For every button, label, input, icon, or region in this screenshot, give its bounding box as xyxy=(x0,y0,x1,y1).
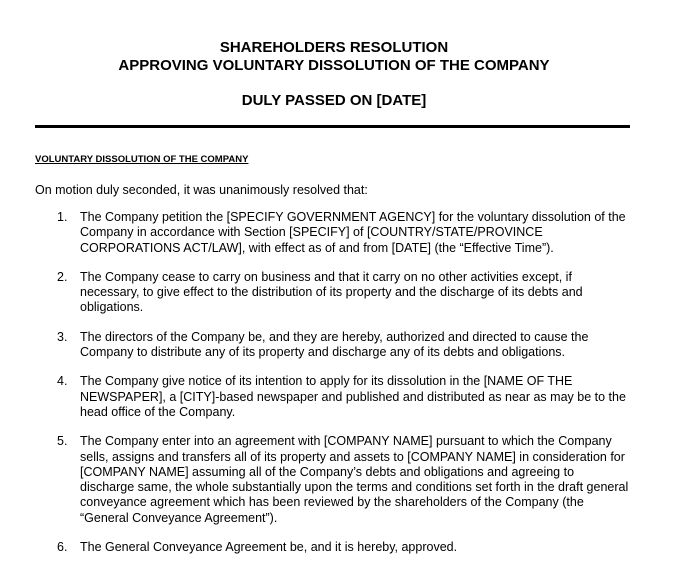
item-text: The Company cease to carry on business and that it carry on no other activities except, if necessary, to give effect to the distribution of its property and the discharge of its debts and obligations. xyxy=(80,269,583,315)
resolution-item-2 xyxy=(0,270,629,316)
item-text: The Company enter into an agreement with [COMPANY NAME] pursuant to which the Company sells, assigns and transfers all of its property and assets to [COMPANY NAME] in consideration for [COMPANY NAME] assuming all of the Company’s debts and obligations and agreeing to discharge same, the whole substantially upon the terms and conditions set forth in the draft general conveyance agreement which has been reviewed by the shareholders of the Company (the “General Conveyance Agreement”). xyxy=(80,434,629,525)
item-text: The General Conveyance Agreement be, and it is hereby, approved. xyxy=(80,540,458,555)
title-line-1: SHAREHOLDERS RESOLUTION xyxy=(219,39,449,56)
resolution-item-6 xyxy=(0,540,629,555)
document-title xyxy=(0,39,668,75)
item-number: 6. xyxy=(57,540,68,555)
resolution-item-3 xyxy=(0,330,629,361)
title-divider xyxy=(35,125,630,128)
resolution-list xyxy=(0,210,700,569)
document-subtitle: DULY PASSED ON [DATE] xyxy=(241,92,427,109)
intro-paragraph: On motion duly seconded, it was unanimously resolved that: xyxy=(35,183,368,197)
item-number: 1. xyxy=(57,210,68,224)
item-number: 5. xyxy=(57,434,68,449)
item-text: The Company give notice of its intention to apply for its dissolution in the [NAME OF THE NEWSPAPER], a [CITY]-based newspaper and published and distributed as near as may be to the head office of the Company. xyxy=(80,374,626,419)
section-heading: VOLUNTARY DISSOLUTION OF THE COMPANY xyxy=(35,154,249,165)
item-text: The Company petition the [SPECIFY GOVERNMENT AGENCY] for the voluntary dissolution of the Company in accordance with Section [SPECIFY] of [COUNTRY/STATE/PROVINCE CORPORATIONS ACT/LAW], with effect as of and from [DATE] (the “Effective Time”). xyxy=(80,210,626,255)
title-line-2: APPROVING VOLUNTARY DISSOLUTION OF THE COMPANY xyxy=(118,57,550,74)
resolution-item-4 xyxy=(0,374,629,420)
resolution-item-1 xyxy=(0,210,629,256)
item-number: 2. xyxy=(57,269,68,284)
item-number: 3. xyxy=(57,329,68,344)
item-number: 4. xyxy=(57,374,68,389)
resolution-item-5 xyxy=(0,434,629,526)
item-text: The directors of the Company be, and they are hereby, authorized and directed to cause the Company to distribute any of its property and discharge any of its debts and obligations. xyxy=(80,329,589,360)
